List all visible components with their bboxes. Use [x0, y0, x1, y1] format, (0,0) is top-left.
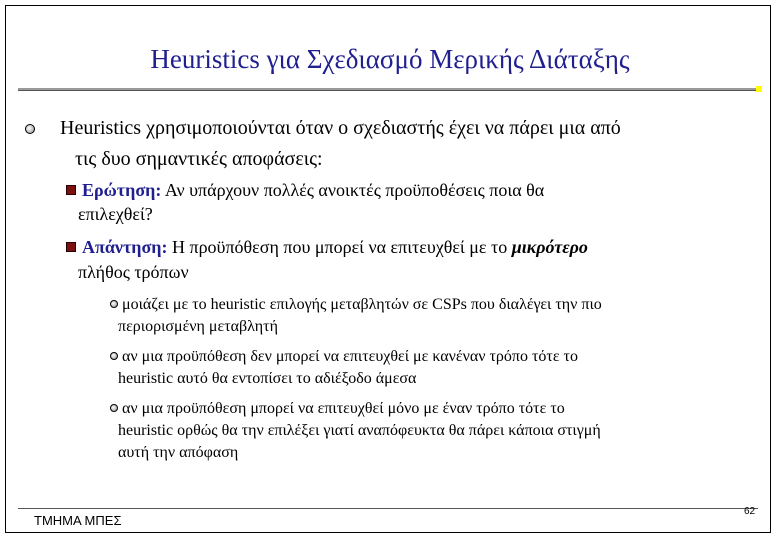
- square-bullet-icon: [66, 242, 76, 252]
- question-line2: επιλεχθεί?: [78, 204, 153, 224]
- sub3-line3: αυτή την απόφαση: [118, 444, 239, 461]
- answer-label: Απάντηση:: [82, 237, 168, 257]
- question-text: Αν υπάρχουν πολλές ανοικτές προϋποθέσεις ποια θα: [161, 180, 545, 200]
- sub2-line1: αν μια προϋπόθεση δεν μπορεί να επιτευχθεί με κανέναν τρόπο τότε το: [122, 348, 578, 365]
- round-bullet-icon: [25, 124, 35, 134]
- answer-line1: [82, 236, 588, 259]
- sub1-line1: μοιάζει με το heuristic επιλογής μεταβλητών σε CSPs που διαλέγει την πιο: [122, 296, 602, 313]
- answer-text: Η προϋπόθεση που μπορεί να επιτευχθεί με το: [167, 237, 512, 257]
- sub2-line2: heuristic αυτό θα εντοπίσει το αδιέξοδο άμεσα: [118, 370, 417, 387]
- round-bullet-icon: [110, 404, 118, 412]
- round-bullet-icon: [110, 300, 118, 308]
- slide-title: Heuristics για Σχεδιασμό Μερικής Διάταξης: [150, 44, 630, 74]
- footer-rule: [18, 508, 758, 509]
- question-label: Ερώτηση:: [82, 180, 162, 200]
- answer-emphasis: μικρότερο: [511, 237, 588, 257]
- round-bullet-icon: [110, 352, 118, 360]
- bullet1-line1: Heuristics χρησιμοποιούνται όταν ο σχεδιαστής έχει να πάρει μια από: [60, 117, 621, 139]
- footer-department: ΤΜΗΜΑ ΜΠΕΣ: [34, 513, 122, 528]
- page-number: 62: [744, 506, 756, 517]
- answer-line2: πλήθος τρόπων: [78, 262, 189, 282]
- sub3-line2: heuristic ορθώς θα την επιλέξει γιατί αναπόφευκτα θα πάρει κάποια στιγμή: [118, 422, 601, 439]
- bullet1-line2: τις δυο σημαντικές αποφάσεις:: [75, 148, 323, 170]
- accent-square-icon: [756, 86, 762, 92]
- sub1-line2: περιορισμένη μεταβλητή: [118, 318, 278, 335]
- sub3-line1: αν μια προϋπόθεση μπορεί να επιτευχθεί μόνο με έναν τρόπο τότε το: [122, 400, 565, 417]
- title-underline-shadow: [18, 90, 758, 91]
- question-line1: [82, 179, 544, 202]
- square-bullet-icon: [66, 185, 76, 195]
